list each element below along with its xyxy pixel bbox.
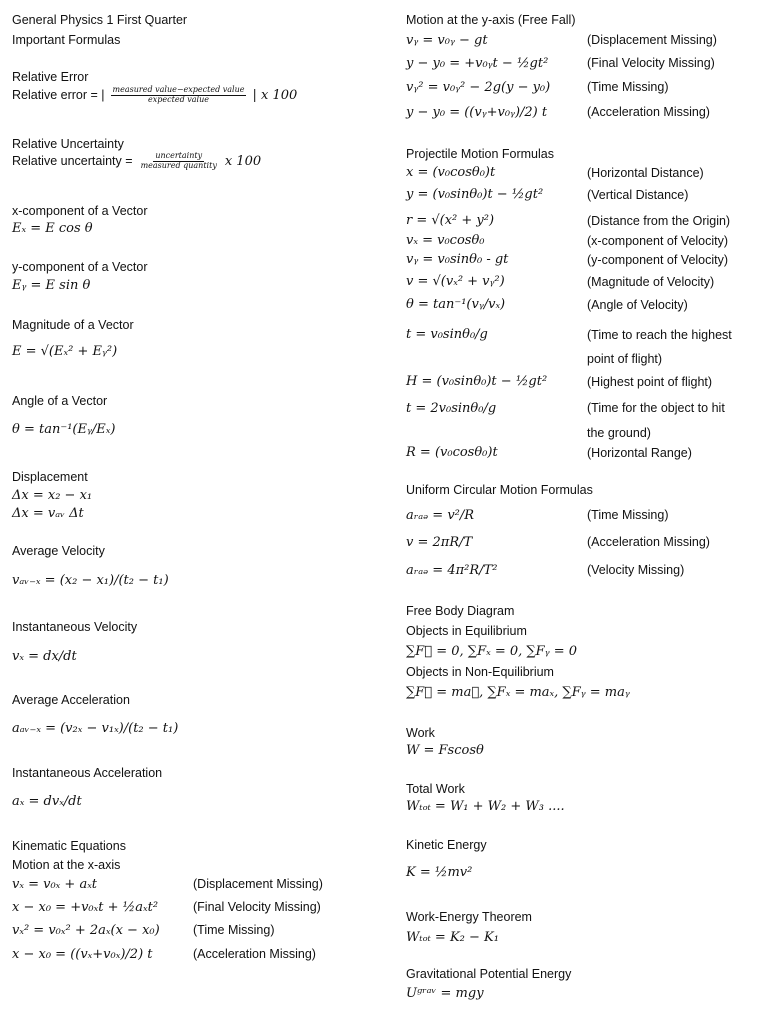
- circular-motion-formula: aᵣₐₔ = v²/R: [406, 508, 475, 523]
- kinetic-energy-heading: Kinetic Energy: [406, 838, 487, 852]
- circular-motion-formula: v = 2πR/T: [406, 535, 473, 550]
- free-fall-formula: vᵧ² = v₀ᵧ² − 2g(y − y₀): [406, 80, 551, 95]
- free-fall-label: (Time Missing): [587, 80, 669, 94]
- projectile-label: (x-component of Velocity): [587, 234, 729, 248]
- potential-energy-heading: Gravitational Potential Energy: [406, 967, 572, 981]
- projectile-formula: r = √(x² + y²): [406, 213, 495, 228]
- average-velocity-formula: vₐᵥ₋ₓ = (x₂ − x₁)/(t₂ − t₁): [12, 573, 169, 588]
- projectile-formula: vₓ = v₀cosθ₀: [406, 233, 485, 248]
- total-work-formula: Wₜₒₜ = W₁ + W₂ + W₃ ....: [406, 799, 565, 814]
- potential-energy-formula: Uᵍʳᵃᵛ = mgy: [406, 986, 484, 1001]
- work-heading: Work: [406, 726, 435, 740]
- instantaneous-velocity-formula: vₓ = dx/dt: [12, 649, 77, 664]
- non-equilibrium-formula: ∑F⃗ = ma⃗, ∑Fₓ = maₓ, ∑Fᵧ = maᵧ: [406, 685, 630, 700]
- relative-error-formula: Relative error = | $\frac{\text{measured value−expected value}}{\text{expected value}}$ | x 100: [12, 85, 298, 104]
- projectile-formula: y = (v₀sinθ₀)t − ½gt²: [406, 187, 544, 202]
- circular-motion-label: (Velocity Missing): [587, 563, 685, 577]
- projectile-formula: θ = tan⁻¹(vᵧ/vₓ): [406, 297, 506, 312]
- kinematic-x-formula: x − x₀ = +v₀ₓt + ½aₓt²: [12, 900, 159, 915]
- projectile-formula: R = (v₀cosθ₀)t: [406, 445, 498, 460]
- free-fall-formula: vᵧ = v₀ᵧ − gt: [406, 33, 488, 48]
- free-fall-formula: y − y₀ = +v₀ᵧt − ½gt²: [406, 56, 549, 71]
- average-acceleration-heading: Average Acceleration: [12, 693, 130, 707]
- projectile-label: (y-component of Velocity): [587, 253, 729, 267]
- projectile-label: (Highest point of flight): [587, 375, 713, 389]
- projectile-formula: t = 2v₀sinθ₀/g: [406, 401, 497, 416]
- kinematic-x-subheading: Motion at the x-axis: [12, 858, 121, 872]
- relative-uncertainty-heading: Relative Uncertainty: [12, 137, 124, 151]
- instantaneous-acceleration-formula: aₓ = dvₓ/dt: [12, 794, 82, 809]
- y-component-heading: y-component of a Vector: [12, 260, 148, 274]
- relative-error-heading: Relative Error: [12, 70, 89, 84]
- work-formula: W = Fscosθ: [406, 743, 484, 758]
- relative-uncertainty-formula: Relative uncertainty = $\frac{\text{uncertainty}}{\text{measured quantity}}$ x 100: [12, 151, 262, 170]
- total-work-heading: Total Work: [406, 782, 465, 796]
- projectile-label: (Vertical Distance): [587, 188, 689, 202]
- kinematic-x-label: (Displacement Missing): [193, 877, 323, 891]
- free-fall-label: (Acceleration Missing): [587, 105, 710, 119]
- projectile-label: (Horizontal Distance): [587, 166, 704, 180]
- displacement-heading: Displacement: [12, 470, 88, 484]
- projectile-formula: vᵧ = v₀sinθ₀ - gt: [406, 252, 509, 267]
- magnitude-formula: E = √(Eₓ² + Eᵧ²): [12, 344, 118, 359]
- x-component-heading: x-component of a Vector: [12, 204, 148, 218]
- kinematic-x-label: (Time Missing): [193, 923, 275, 937]
- sheet-subtitle: Important Formulas: [12, 33, 121, 47]
- free-fall-label: (Final Velocity Missing): [587, 56, 715, 70]
- sheet-title: General Physics 1 First Quarter: [12, 13, 188, 27]
- work-energy-formula: Wₜₒₜ = K₂ − K₁: [406, 930, 499, 945]
- projectile-label-continued: the ground): [587, 426, 651, 440]
- instantaneous-acceleration-heading: Instantaneous Acceleration: [12, 766, 163, 780]
- displacement-formula-2: Δx = vₐᵥ Δt: [12, 506, 84, 521]
- angle-formula: θ = tan⁻¹(Eᵧ/Eₓ): [12, 422, 116, 437]
- projectile-formula: H = (v₀sinθ₀)t − ½gt²: [406, 374, 548, 389]
- projectile-label: (Magnitude of Velocity): [587, 275, 715, 289]
- kinetic-energy-formula: K = ½mv²: [406, 865, 473, 880]
- kinematic-x-formula: x − x₀ = ((vₓ+v₀ₓ)/2) t: [12, 947, 153, 962]
- free-fall-formula: y − y₀ = ((vᵧ+v₀ᵧ)/2) t: [406, 105, 548, 120]
- y-component-formula: Eᵧ = E sin θ: [12, 278, 91, 293]
- average-acceleration-formula: aₐᵥ₋ₓ = (v₂ₓ − v₁ₓ)/(t₂ − t₁): [12, 721, 179, 736]
- projectile-label: (Distance from the Origin): [587, 214, 731, 228]
- projectile-label: (Horizontal Range): [587, 446, 692, 460]
- free-body-heading: Free Body Diagram: [406, 604, 515, 618]
- kinematic-x-formula: vₓ² = v₀ₓ² + 2aₓ(x − x₀): [12, 923, 160, 938]
- projectile-heading: Projectile Motion Formulas: [406, 147, 554, 161]
- displacement-formula-1: Δx = x₂ − x₁: [12, 488, 93, 503]
- non-equilibrium-heading: Objects in Non-Equilibrium: [406, 665, 554, 679]
- projectile-label: (Angle of Velocity): [587, 298, 688, 312]
- projectile-formula: x = (v₀cosθ₀)t: [406, 165, 496, 180]
- circular-motion-formula: aᵣₐₔ = 4π²R/T²: [406, 563, 498, 578]
- free-fall-heading: Motion at the y-axis (Free Fall): [406, 13, 576, 27]
- work-energy-heading: Work-Energy Theorem: [406, 910, 532, 924]
- projectile-formula: t = v₀sinθ₀/g: [406, 327, 488, 342]
- equilibrium-heading: Objects in Equilibrium: [406, 624, 527, 638]
- instantaneous-velocity-heading: Instantaneous Velocity: [12, 620, 138, 634]
- circular-motion-heading: Uniform Circular Motion Formulas: [406, 483, 593, 497]
- average-velocity-heading: Average Velocity: [12, 544, 105, 558]
- circular-motion-label: (Time Missing): [587, 508, 669, 522]
- kinematic-x-formula: vₓ = v₀ₓ + aₓt: [12, 877, 98, 892]
- equilibrium-formula: ∑F⃗ = 0, ∑Fₓ = 0, ∑Fᵧ = 0: [406, 644, 578, 659]
- projectile-label: (Time for the object to hit: [587, 401, 725, 415]
- circular-motion-label: (Acceleration Missing): [587, 535, 710, 549]
- projectile-label-continued: point of flight): [587, 352, 663, 366]
- projectile-label: (Time to reach the highest: [587, 328, 732, 342]
- kinematic-heading: Kinematic Equations: [12, 839, 126, 853]
- angle-heading: Angle of a Vector: [12, 394, 108, 408]
- x-component-formula: Eₓ = E cos θ: [12, 221, 93, 236]
- magnitude-heading: Magnitude of a Vector: [12, 318, 134, 332]
- kinematic-x-label: (Acceleration Missing): [193, 947, 316, 961]
- free-fall-label: (Displacement Missing): [587, 33, 717, 47]
- projectile-formula: v = √(vₓ² + vᵧ²): [406, 274, 505, 289]
- kinematic-x-label: (Final Velocity Missing): [193, 900, 321, 914]
